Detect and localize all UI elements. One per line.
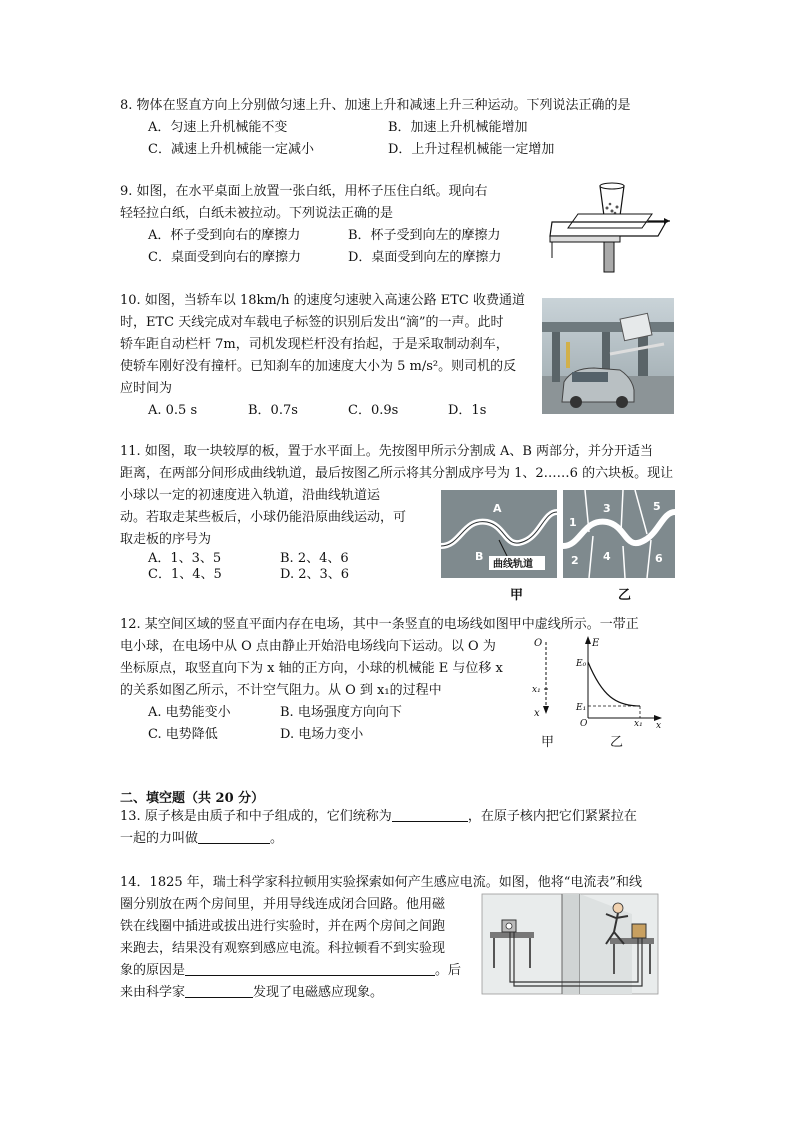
region-a-label: A	[493, 502, 502, 515]
q11-caption-b: 乙	[618, 588, 632, 603]
q14-line-4: 来跑去，结果没有观察到感应电流。科拉顿看不到实验现	[120, 941, 446, 956]
q12-option-a: A. 电势能变小	[148, 705, 231, 720]
q10-option-a: A. 0.5 s	[148, 403, 198, 418]
q11-line-5: 取走板的序号为	[120, 532, 212, 547]
q11-option-a: A．1、3、5	[148, 551, 222, 566]
q10-line-1: 10. 如图，当轿车以 18km/h 的速度匀速驶入高速公路 ETC 收费通道	[120, 293, 525, 308]
q12-option-c: C. 电势降低	[148, 727, 218, 742]
board-3-label: 3	[603, 502, 611, 515]
q13-text-2: ，在原子核内把它们紧紧拉在	[467, 809, 637, 824]
q13-text-4: 。	[270, 831, 284, 846]
q11-option-b: B. 2、4、6	[280, 551, 349, 566]
q11-line-2: 距离，在两部分间形成曲线轨道，最后按图乙所示将其分割成序号为 1、2……6 的六块板。现让	[120, 466, 674, 481]
e0-label: E₀	[576, 659, 587, 669]
q12-caption-a: 甲	[541, 735, 555, 750]
q10-option-b: B．0.7s	[248, 403, 298, 418]
q11-caption-a: 甲	[510, 588, 524, 603]
q10-option-c: C．0.9s	[348, 403, 399, 418]
q8-option-b: B．加速上升机械能增加	[388, 120, 528, 135]
energy-displacement-graph	[572, 634, 664, 731]
field-x1-label: x₁	[532, 685, 541, 695]
q12-option-b: B. 电场强度方向向下	[280, 705, 402, 720]
q9-option-c: C．桌面受到向右的摩擦力	[148, 250, 301, 265]
colladon-experiment-figure	[482, 894, 658, 994]
q12-line-1: 12. 某空间区域的竖直平面内存在电场，其中一条竖直的电场线如图甲中虚线所示。一带正	[120, 617, 639, 632]
etc-toll-photo	[542, 298, 674, 414]
board-6-label: 6	[655, 552, 663, 565]
q12-line-2: 电小球，在电场中从 O 点由静止开始沿电场线向下运动。以 O 为	[120, 639, 496, 654]
board-2-label: 2	[571, 554, 579, 567]
q14-line-1: 14．1825 年，瑞士科学家科拉顿用实验探索如何产生感应电流。如图，他将“电流表”和线	[120, 875, 643, 890]
graph-x1-label: x₁	[634, 719, 643, 729]
q10-line-3: 轿车距自动栏杆 7m，司机发现栏杆没有抬起，于是采取制动刹车，	[120, 337, 509, 352]
section-2-title: 二、填空题（共 20 分）	[120, 791, 265, 806]
q14-text-6b: 发现了电磁感应现象。	[253, 985, 384, 1000]
q13-blank-2[interactable]	[198, 829, 270, 844]
q10-option-d: D．1s	[448, 403, 487, 418]
q11-option-d: D. 2、3、6	[280, 567, 350, 582]
table-cup-figure	[548, 178, 676, 274]
q13-blank-1[interactable]	[392, 807, 468, 822]
q10-line-5: 应时间为	[120, 381, 173, 396]
q9-option-a: A．杯子受到向右的摩擦力	[148, 228, 301, 243]
q9-option-d: D．桌面受到向左的摩擦力	[348, 250, 502, 265]
board-1-label: 1	[569, 516, 577, 529]
q10-line-2: 时，ETC 天线完成对车载电子标签的识别后发出“滴”的一声。此时	[120, 315, 504, 330]
region-b-label: B	[475, 550, 484, 563]
q8-option-c: C．减速上升机械能一定减小	[148, 142, 314, 157]
q14-text-6a: 来由科学家	[120, 985, 186, 1000]
q11-line-1: 11. 如图，取一块较厚的板，置于水平面上。先按图甲所示分割成 A、B 两部分，并分开适当	[120, 444, 654, 459]
q9-line-1: 9. 如图，在水平桌面上放置一张白纸，用杯子压住白纸。现向右	[120, 184, 488, 199]
curve-track-label: 曲线轨道	[493, 559, 533, 570]
question-8	[120, 95, 680, 161]
curve-track-figure-b	[563, 490, 675, 578]
q11-line-3: 小球以一定的初速度进入轨道，沿曲线轨道运	[120, 488, 381, 503]
question-8-stem: 8. 物体在竖直方向上分别做匀速上升、加速上升和减速上升三种运动。下列说法正确的是	[120, 98, 631, 113]
q12-caption-b: 乙	[610, 735, 624, 750]
field-x-label: x	[534, 708, 540, 719]
q13-text-3: 一起的力叫做	[120, 831, 199, 846]
q11-line-4: 动。若取走某些板后，小球仍能沿原曲线运动，可	[120, 510, 407, 525]
q14-text-5a: 象的原因是	[120, 963, 186, 978]
board-4-label: 4	[603, 550, 611, 563]
q14-line-2: 圈分别放在两个房间里，并用导线连成闭合回路。他用磁	[120, 897, 446, 912]
q12-line-4: 的关系如图乙所示，不计空气阻力。从 O 到 x₁的过程中	[120, 683, 442, 698]
graph-x-label: x	[656, 721, 662, 731]
q9-option-b: B．杯子受到向左的摩擦力	[348, 228, 501, 243]
question-13	[120, 806, 700, 850]
q11-option-c: C．1、4、5	[148, 567, 222, 582]
q10-line-4: 使轿车刚好没有撞杆。已知刹车的加速度大小为 5 m/s²。则司机的反	[120, 359, 517, 374]
e1-label: E₁	[576, 703, 587, 713]
q9-line-2: 轻轻拉白纸，白纸未被拉动。下列说法正确的是	[120, 206, 394, 221]
q13-text-1: 13. 原子核是由质子和中子组成的，它们统称为	[120, 809, 392, 824]
board-5-label: 5	[653, 500, 661, 513]
q12-option-d: D. 电场力变小	[280, 727, 364, 742]
q14-line-3: 铁在线圈中插进或拔出进行实验时，并在两个房间之间跑	[120, 919, 446, 934]
electric-field-line-figure	[530, 634, 560, 724]
q8-option-d: D．上升过程机械能一定增加	[388, 142, 555, 157]
q12-line-3: 坐标原点，取竖直向下为 x 轴的正方向，小球的机械能 E 与位移 x	[120, 661, 503, 676]
energy-axis-label: E	[592, 638, 600, 649]
field-origin-label: O	[534, 638, 543, 649]
q8-option-a: A．匀速上升机械能不变	[148, 120, 288, 135]
graph-origin-label: O	[580, 719, 588, 729]
q14-text-5b: 。后	[435, 963, 462, 978]
curve-track-figure-a	[441, 490, 557, 578]
q14-blank-1[interactable]	[185, 961, 435, 976]
q14-blank-2[interactable]	[185, 983, 253, 998]
